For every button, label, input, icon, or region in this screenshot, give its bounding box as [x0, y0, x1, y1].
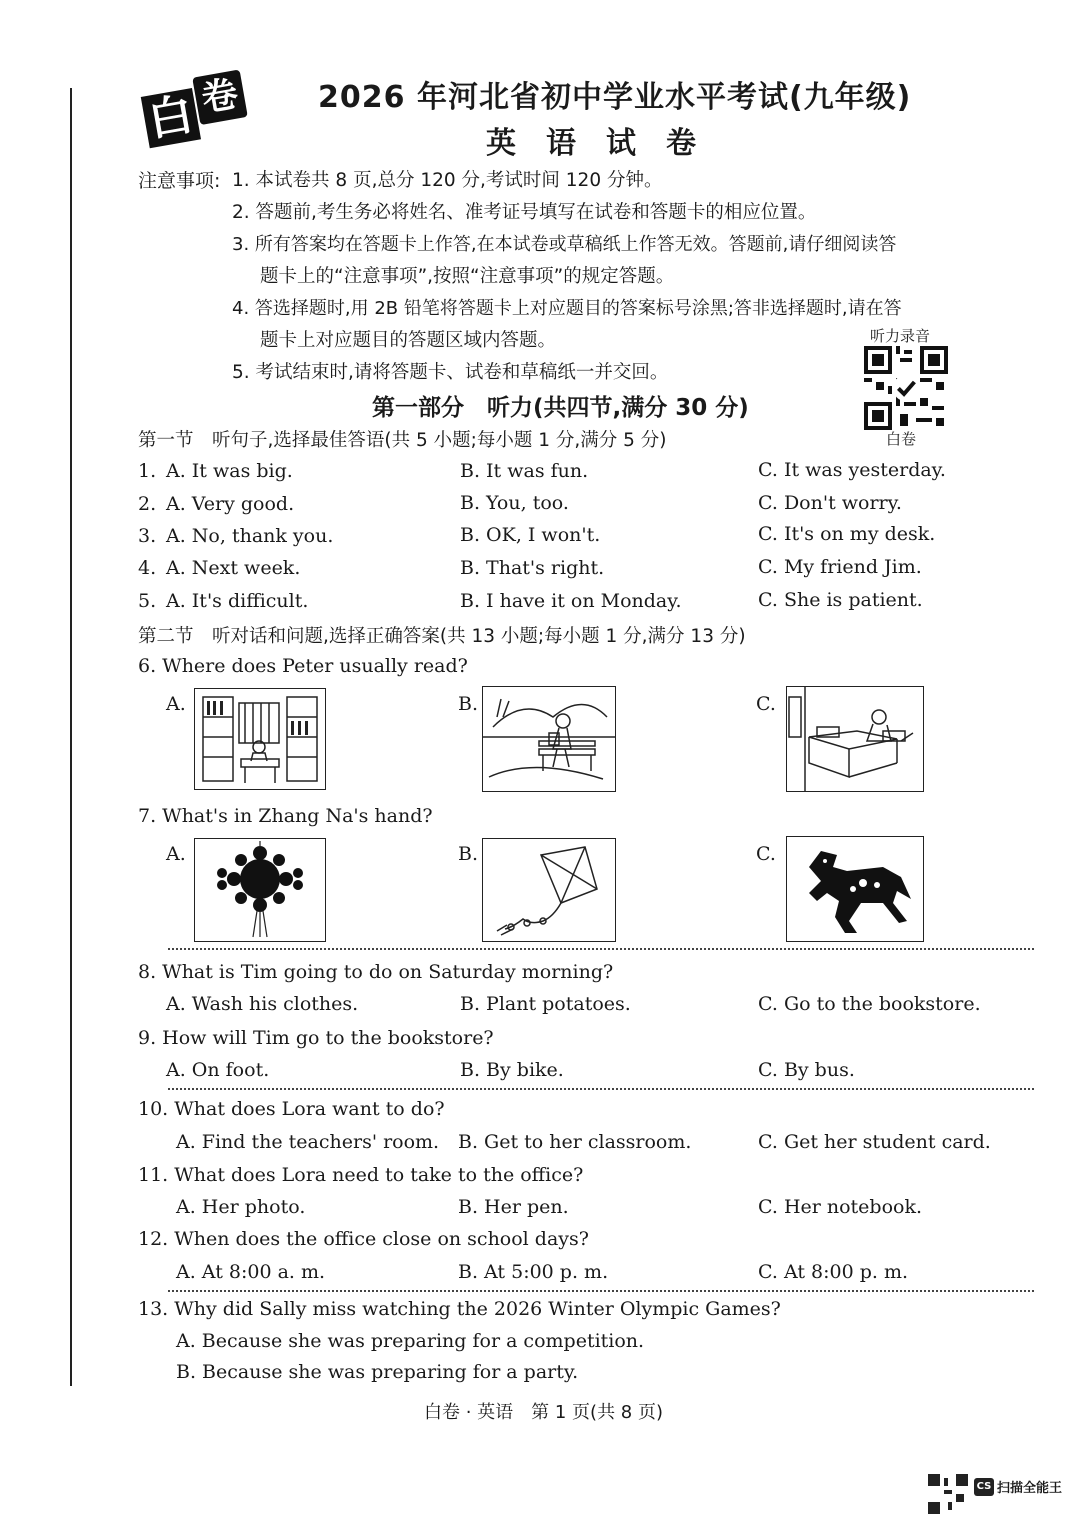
note-5: 5. 考试结束时,请将答题卡、试卷和草稿纸一并交回。 [232, 362, 669, 383]
q1-option-a: A. It was big. [166, 460, 293, 482]
q6-label-a: A. [166, 693, 186, 715]
q9-option-b: B. By bike. [460, 1059, 564, 1081]
q9-option-a: A. On foot. [166, 1059, 270, 1081]
q6-label-b: B. [458, 693, 479, 715]
chinese-knot-picture [194, 838, 326, 942]
q8-option-b: B. Plant potatoes. [460, 993, 631, 1015]
note-2: 2. 答题前,考生务必将姓名、准考证号填写在试卷和答题卡的相应位置。 [232, 202, 817, 223]
question-2-number: 2. [138, 493, 157, 515]
q1-option-c: C. It was yesterday. [758, 459, 946, 481]
white-paper-stamp [135, 69, 253, 153]
q9-option-c: C. By bus. [758, 1059, 855, 1081]
park-bench-picture [482, 686, 616, 792]
question-3-number: 3. [138, 525, 157, 547]
qr-caption-top: 听力录音 [870, 327, 931, 345]
qr-caption-bottom: 白卷 [886, 430, 917, 448]
question-5-number: 5. [138, 590, 157, 612]
q12-option-c: C. At 8:00 p. m. [758, 1261, 909, 1283]
q10-option-a: A. Find the teachers' room. [176, 1131, 440, 1153]
q5-option-b: B. I have it on Monday. [460, 590, 682, 612]
q4-option-b: B. That's right. [460, 557, 605, 579]
question-11-text: 11. What does Lora need to take to the office? [138, 1164, 584, 1186]
q7-label-c: C. [756, 843, 776, 865]
q11-option-a: A. Her photo. [176, 1196, 306, 1218]
question-13-text: 13. Why did Sally miss watching the 2026 Winter Olympic Games? [138, 1298, 781, 1320]
note-3: 3. 所有答案均在答题卡上作答,在本试卷或草稿纸上作答无效。答题前,请仔细阅读答 [232, 234, 897, 255]
question-4-number: 4. [138, 557, 157, 579]
note-1: 1. 本试卷共 8 页,总分 120 分,考试时间 120 分钟。 [232, 170, 663, 191]
q11-option-c: C. Her notebook. [758, 1196, 923, 1218]
question-10-text: 10. What does Lora want to do? [138, 1098, 445, 1120]
page-footer: 白卷 · 英语 第 1 页(共 8 页) [424, 1402, 664, 1423]
q13-option-b: B. Because she was preparing for a party. [176, 1361, 579, 1383]
note-3-cont: 题卡上的“注意事项”,按照“注意事项”的规定答题。 [260, 266, 675, 287]
q5-option-a: A. It's difficult. [166, 590, 309, 612]
scanner-qr-icon [928, 1474, 968, 1514]
q3-option-b: B. OK, I won't. [460, 524, 601, 546]
question-9-text: 9. How will Tim go to the bookstore? [138, 1027, 494, 1049]
bedroom-picture [786, 686, 924, 792]
exam-title: 2026 年河北省初中学业水平考试(九年级) [318, 80, 912, 115]
question-12-text: 12. When does the office close on school days? [138, 1228, 589, 1250]
q2-option-c: C. Don't worry. [758, 492, 902, 514]
q7-label-a: A. [166, 843, 186, 865]
question-6-text: 6. Where does Peter usually read? [138, 655, 468, 677]
q12-option-a: A. At 8:00 a. m. [176, 1261, 326, 1283]
q4-option-a: A. Next week. [166, 557, 301, 579]
stamp-char-2: 卷 [192, 69, 248, 125]
section2-title: 第二节 听对话和问题,选择正确答案(共 13 小题;每小题 1 分,满分 13 分) [138, 626, 746, 647]
question-7-text: 7. What's in Zhang Na's hand? [138, 805, 433, 827]
subject-title: 英语试卷 [486, 126, 726, 161]
q10-option-b: B. Get to her classroom. [458, 1131, 692, 1153]
q7-label-b: B. [458, 843, 479, 865]
q2-option-b: B. You, too. [460, 492, 569, 514]
q8-option-a: A. Wash his clothes. [166, 993, 359, 1015]
q3-option-a: A. No, thank you. [166, 525, 334, 547]
binding-margin-line [70, 88, 72, 1386]
q8-option-c: C. Go to the bookstore. [758, 993, 981, 1015]
camscanner-logo-icon: CS [974, 1478, 994, 1496]
notes-label: 注意事项: [138, 170, 221, 192]
divider-dotted-2 [168, 1088, 1034, 1090]
kite-picture [482, 838, 616, 942]
stamp-char-1: 白 [141, 88, 201, 148]
divider-dotted-3 [168, 1290, 1034, 1292]
q4-option-c: C. My friend Jim. [758, 556, 922, 578]
q1-option-b: B. It was fun. [460, 460, 589, 482]
section1-title: 第一节 听句子,选择最佳答语(共 5 小题;每小题 1 分,满分 5 分) [138, 430, 667, 451]
note-4-cont: 题卡上对应题目的答题区域内答题。 [260, 330, 557, 351]
question-8-text: 8. What is Tim going to do on Saturday morning? [138, 961, 614, 983]
note-4: 4. 答选择题时,用 2B 铅笔将答题卡上对应题目的答案标号涂黑;答非选择题时,请在答 [232, 298, 902, 319]
part1-title: 第一部分 听力(共四节,满分 30 分) [372, 395, 749, 421]
q10-option-c: C. Get her student card. [758, 1131, 991, 1153]
q12-option-b: B. At 5:00 p. m. [458, 1261, 609, 1283]
q3-option-c: C. It's on my desk. [758, 523, 936, 545]
q5-option-c: C. She is patient. [758, 589, 923, 611]
listening-qr-code-icon[interactable] [864, 346, 948, 430]
q2-option-a: A. Very good. [166, 493, 295, 515]
q6-label-c: C. [756, 693, 776, 715]
q13-option-a: A. Because she was preparing for a competition. [176, 1330, 645, 1352]
library-picture [194, 688, 326, 790]
q11-option-b: B. Her pen. [458, 1196, 569, 1218]
divider-dotted-1 [168, 948, 1034, 950]
question-1-number: 1. [138, 460, 157, 482]
horse-paper-cut-picture [786, 836, 924, 942]
camscanner-name: 扫描全能王 [997, 1481, 1063, 1496]
